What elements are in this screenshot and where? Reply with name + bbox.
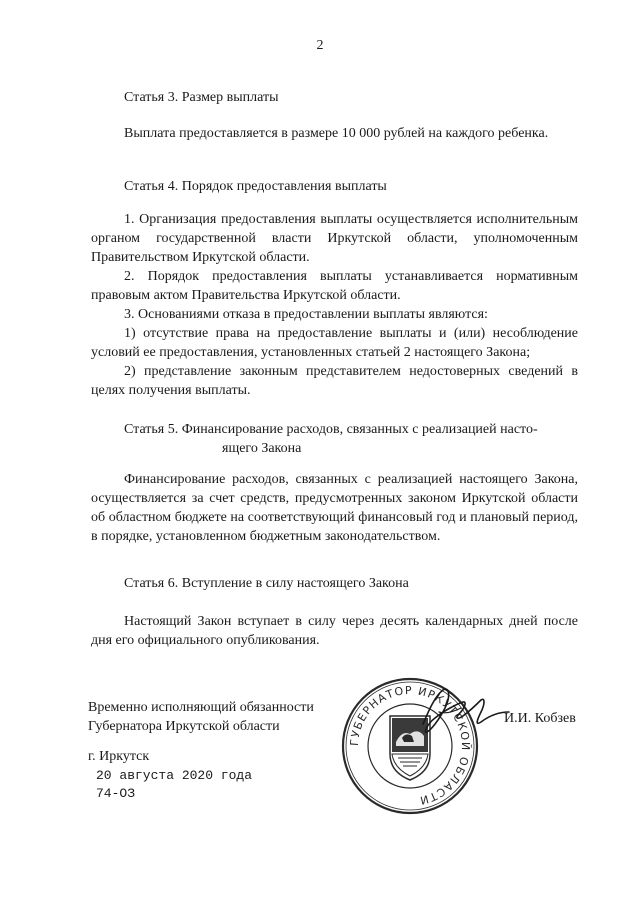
signing-date: 20 августа 2020 года xyxy=(96,768,253,783)
law-number: 74-ОЗ xyxy=(96,786,136,801)
article-4-heading: Статья 4. Порядок предоставления выплаты xyxy=(124,179,387,194)
article-5-heading-line-1: Статья 5. Финансирование расходов, связанных с реализацией насто- xyxy=(124,422,538,437)
article-6-body xyxy=(91,612,578,650)
article-4-paragraph-5: 2) представление законным представителем недостоверных сведений в целях получения выплаты. xyxy=(91,364,578,398)
stamp-ring-text: ГУБЕРНАТОР ИРКУТСКОЙ ОБЛАСТИ xyxy=(347,683,473,808)
article-6 xyxy=(91,574,578,593)
signatory-title xyxy=(88,698,314,736)
article-3 xyxy=(91,88,578,107)
article-5 xyxy=(91,420,578,458)
article-4-body xyxy=(91,210,578,400)
page-number: 2 xyxy=(316,38,324,53)
article-5-text: Финансирование расходов, связанных с реализацией настоящего Закона, осуществляется за счет средств, предусмотренных законом Иркутской области об областном бюджете на соответствующий финансовый год и плановый период, в порядке, установленном бюджетным законодательством. xyxy=(91,472,578,544)
article-3-body xyxy=(91,124,578,143)
signatory-name: И.И. Кобзев xyxy=(504,711,576,726)
article-6-heading: Статья 6. Вступление в силу настоящего Закона xyxy=(124,576,409,591)
article-4-paragraph-4: 1) отсутствие права на предоставление выплаты и (или) несоблюдение условий ее предоставления, установленных статьей 2 настоящего Закона; xyxy=(91,326,578,360)
handwritten-signature xyxy=(405,682,520,742)
article-6-text: Настоящий Закон вступает в силу через десять календарных дней после дня его официального опубликования. xyxy=(91,614,578,648)
article-4 xyxy=(91,177,578,196)
article-4-paragraph-2: 2. Порядок предоставления выплаты устанавливается нормативным правовым актом Правительства Иркутской области. xyxy=(91,269,578,303)
signatory-title-line-2: Губернатора Иркутской области xyxy=(88,719,280,734)
article-5-body xyxy=(91,470,578,546)
article-5-heading xyxy=(91,420,579,458)
article-3-heading: Статья 3. Размер выплаты xyxy=(124,90,279,105)
article-4-paragraph-3: 3. Основаниями отказа в предоставлении выплаты являются: xyxy=(124,307,488,322)
article-5-heading-line-2: ящего Закона xyxy=(222,441,302,456)
signatory-title-line-1: Временно исполняющий обязанности xyxy=(88,700,314,715)
place-of-signing: г. Иркутск xyxy=(88,749,150,764)
article-3-text: Выплата предоставляется в размере 10 000 рублей на каждого ребенка. xyxy=(124,126,549,141)
article-4-paragraph-1: 1. Организация предоставления выплаты осуществляется исполнительным органом государственной власти Иркутской области, уполномоченным Правительством Иркутской области. xyxy=(91,212,578,265)
